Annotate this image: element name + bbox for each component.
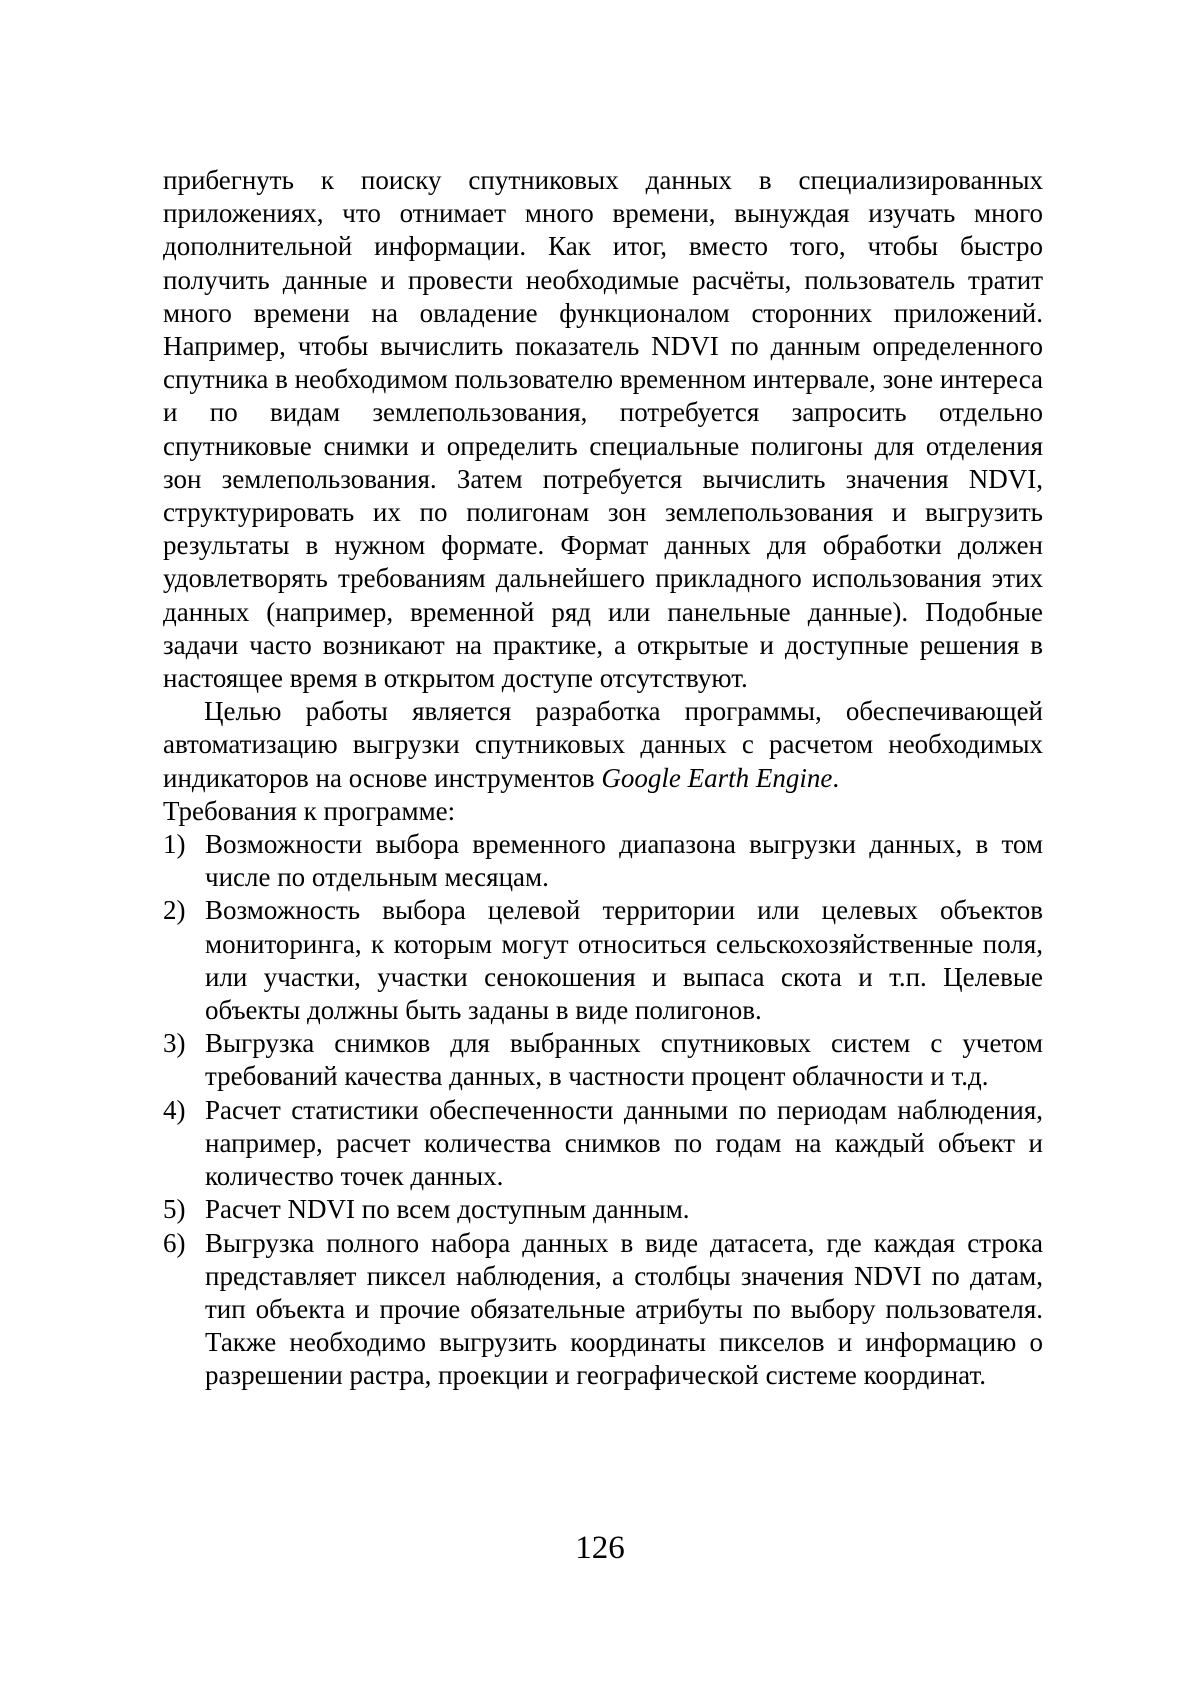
document-page (0, 0, 1200, 1703)
goal-italic-term: Google Earth Engine (601, 763, 832, 793)
goal-text: Целью работы является разработка программы, обеспечивающей автоматизацию выгрузки спутниковых данных с расчетом необходимых индикаторов на основе инструментов (163, 696, 1043, 792)
requirements-heading: Требования к программе: (163, 795, 1043, 828)
page-number: 126 (0, 1528, 1200, 1568)
requirements-list (163, 828, 1043, 1392)
list-item-text: Выгрузка полного набора данных в виде датасета, где каждая строка представляет пиксел наблюдения, а столбцы значения NDVI по датам, тип объекта и прочие обязательные атрибуты по выбору пользователя. Также необходимо выгрузить координаты пикселов и информацию о разрешении растра, проекции и географической системе координат. (205, 1228, 1043, 1391)
list-item-text: Возможность выбора целевой территории или целевых объектов мониторинга, к которым могут относиться сельскохозяйственные поля, или участки, участки сенокошения и выпаса скота и т.п. Целевые объекты должны быть заданы в виде полигонов. (205, 895, 1043, 1025)
list-item-text: Расчет статистики обеспеченности данными по периодам наблюдения, например, расчет количества снимков по годам на каждый объект и количество точек данных. (205, 1095, 1043, 1191)
list-item-number: 2) (163, 894, 186, 927)
list-item (163, 1027, 1043, 1093)
list-item (163, 828, 1043, 894)
list-item-text: Возможности выбора временного диапазона выгрузки данных, в том числе по отдельным месяцам. (205, 829, 1043, 892)
list-item-number: 4) (163, 1094, 186, 1127)
list-item (163, 1193, 1043, 1226)
paragraph-continuation: прибегнуть к поиску спутниковых данных в специализированных приложениях, что отнимает много времени, вынуждая изучать много дополнительной информации. Как итог, вместо того, чтобы быстро получить данные и провести необходимые расчёты, пользователь тратит много времени на овладение функционалом сторонних приложений. Например, чтобы вычислить показатель NDVI по данным определенного спутника в необходимом пользователю временном интервале, зоне интереса и по видам землепользования, потребуется запросить отдельно спутниковые снимки и определить специальные полигоны для отделения зон землепользования. Затем потребуется вычислить значения NDVI, структурировать их по полигонам зон землепользования и выгрузить результаты в нужном формате. Формат данных для обработки должен удовлетворять требованиям дальнейшего прикладного использования этих данных (например, временной ряд или панельные данные). Подобные задачи часто возникают на практике, а открытые и доступные решения в настоящее время в открытом доступе отсутствуют. (163, 164, 1043, 695)
list-item-text: Выгрузка снимков для выбранных спутниковых систем с учетом требований качества данных, в частности процент облачности и т.д. (205, 1028, 1043, 1091)
list-item-text: Расчет NDVI по всем доступным данным. (205, 1194, 690, 1224)
list-item-number: 1) (163, 828, 186, 861)
list-item (163, 1227, 1043, 1393)
body-text (163, 164, 1043, 1393)
list-item-number: 6) (163, 1227, 186, 1260)
goal-text-end: . (832, 763, 839, 793)
list-item (163, 894, 1043, 1027)
list-item-number: 3) (163, 1027, 186, 1060)
paragraph-goal (163, 695, 1043, 795)
list-item (163, 1094, 1043, 1194)
list-item-number: 5) (163, 1193, 186, 1226)
